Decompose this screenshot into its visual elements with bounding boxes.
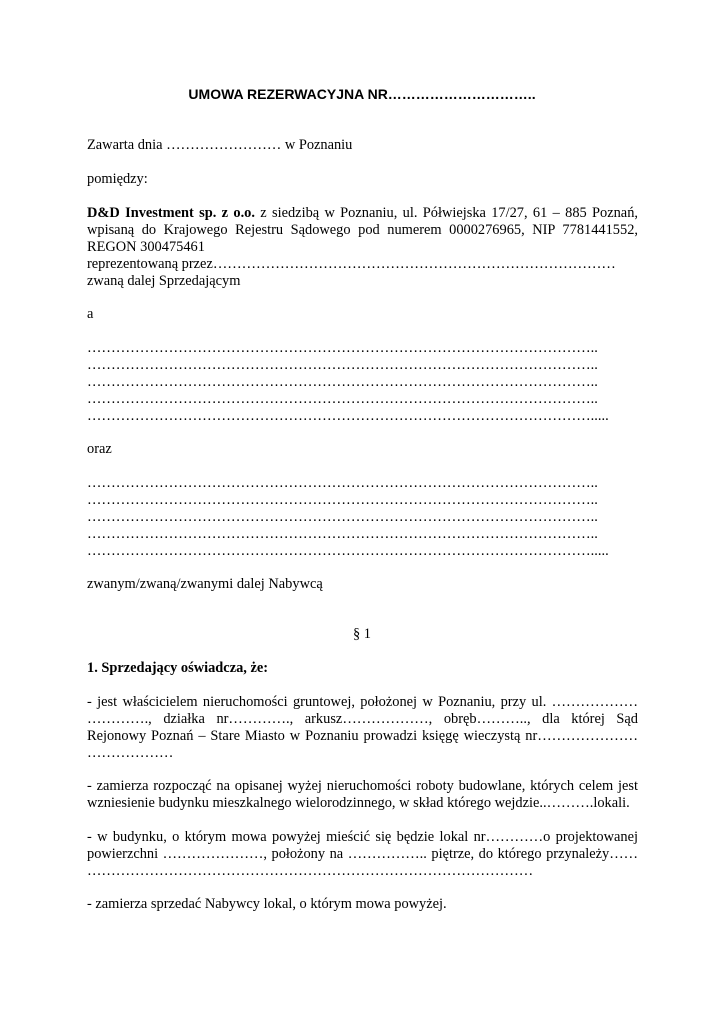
buyer-label: zwanym/zwaną/zwanymi dalej Nabywcą: [87, 576, 323, 592]
seller-line-2: wpisaną do Krajowego Rejestru Sądowego pod numerem 0000276965, NIP 7781441552,: [87, 222, 638, 238]
seller-label: zwaną dalej Sprzedającym: [87, 273, 241, 289]
and-word: a: [87, 306, 94, 322]
para4-line: - zamierza sprzedać Nabywcy lokal, o którym mowa powyżej.: [87, 896, 447, 912]
buyer1-line: …………………………………………………………………………………………….....: [87, 408, 609, 424]
para1-line: - jest właścicielem nieruchomości gruntowej, położonej w Poznaniu, przy ul. ………………: [87, 694, 638, 710]
seller-address: z siedzibą w Poznaniu, ul. Półwiejska 17/27, 61 – 885 Poznań,: [260, 205, 638, 221]
section-marker: § 1: [353, 626, 371, 642]
buyer1-line: ……………………………………………………………………………………………..: [87, 374, 598, 390]
para2-line: wzniesienie budynku mieszkalnego wielorodzinnego, w skład którego wejdzie..……….lokali.: [87, 795, 630, 811]
buyer1-line: ……………………………………………………………………………………………..: [87, 357, 598, 373]
para3-line: - w budynku, o którym mowa powyżej mieścić się będzie lokal nr…………o projektowanej: [87, 829, 638, 845]
buyer1-line: ……………………………………………………………………………………………..: [87, 340, 598, 356]
para1-line: …………., działka nr…………., arkusz………………, obręb……….., dla której Sąd: [87, 711, 638, 727]
seller-representative: reprezentowaną przez…………………………………………………………………………: [87, 256, 616, 272]
seller-line-1: [87, 205, 638, 222]
para2-line: - zamierza rozpocząć na opisanej wyżej nieruchomości roboty budowlane, których celem jest: [87, 778, 638, 794]
buyer2-line: …………………………………………………………………………………………….....: [87, 543, 609, 559]
declares-heading: 1. Sprzedający oświadcza, że:: [87, 660, 269, 676]
para1-line: ………………: [87, 745, 174, 761]
document-title: UMOWA REZERWACYJNA NR…………………………..: [188, 86, 536, 102]
seller-name: D&D Investment sp. z o.o.: [87, 205, 255, 221]
buyer1-line: ……………………………………………………………………………………………..: [87, 391, 598, 407]
buyer2-line: ……………………………………………………………………………………………..: [87, 475, 598, 491]
para3-line: powierzchni …………………, położony na …………….. piętrze, do którego przynależy……: [87, 846, 638, 862]
oraz-word: oraz: [87, 441, 112, 457]
buyer2-line: ……………………………………………………………………………………………..: [87, 492, 598, 508]
para3-line: …………………………………………………………………………………: [87, 863, 534, 879]
para1-line: Rejonowy Poznań – Stare Miasto w Poznaniu prowadzi księgę wieczystą nr…………………: [87, 728, 638, 744]
concluded-line: Zawarta dnia …………………… w Poznaniu: [87, 137, 353, 153]
seller-regon: REGON 300475461: [87, 239, 205, 255]
buyer2-line: ……………………………………………………………………………………………..: [87, 509, 598, 525]
between-label: pomiędzy:: [87, 171, 148, 187]
buyer2-line: ……………………………………………………………………………………………..: [87, 526, 598, 542]
